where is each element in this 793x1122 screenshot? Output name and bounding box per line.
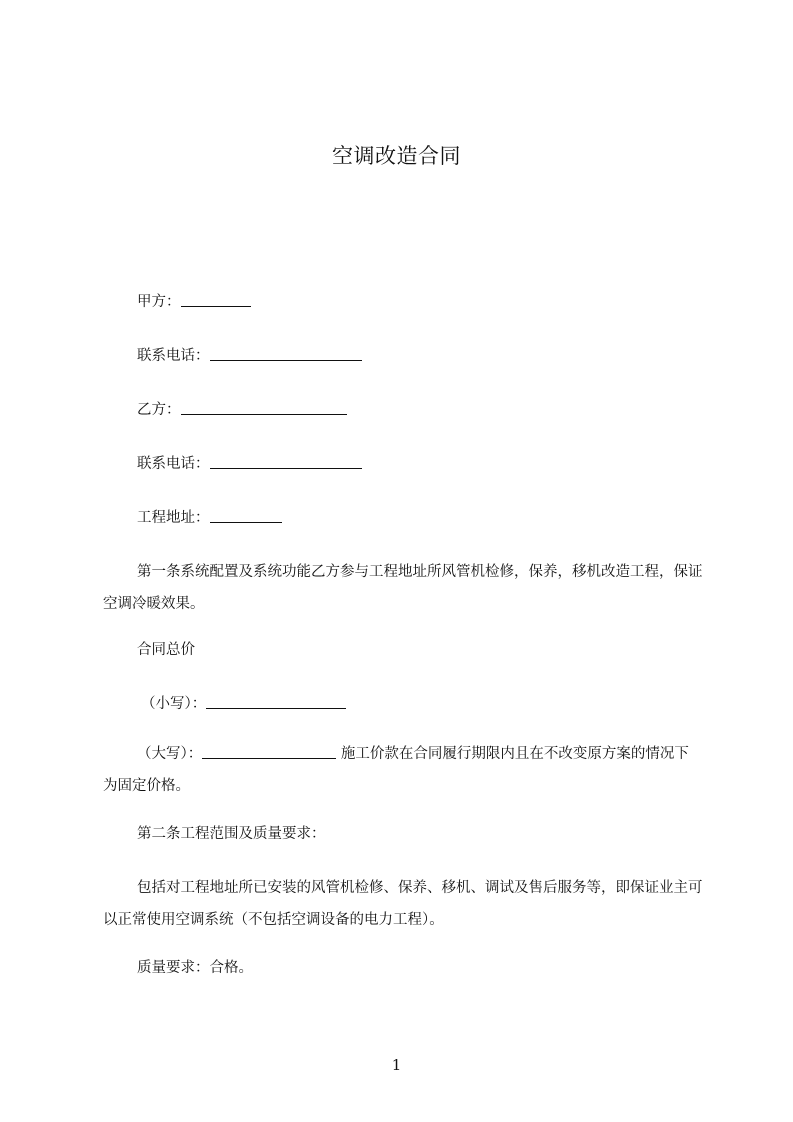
party-a-blank (181, 292, 251, 307)
price-small-label: （小写）： (141, 696, 207, 712)
article-2-scope-paragraph: 包括对工程地址所已安装的风管机检修、保养、移机、调试及售后服务等，即保证业主可以正常使用空调系统（不包括空调设备的电力工程）。 (103, 880, 703, 928)
party-b-phone-blank (210, 454, 362, 469)
total-price-heading: 合同总价 (137, 642, 195, 658)
party-b-line (137, 400, 347, 420)
article-2-heading: 第二条工程范围及质量要求： (137, 826, 326, 842)
price-small-line (141, 694, 346, 714)
project-address-label: 工程地址： (137, 510, 210, 526)
price-small-blank (206, 694, 346, 709)
price-big-paragraph (103, 738, 703, 802)
party-b-blank (181, 400, 347, 415)
page-number: 1 (391, 1056, 402, 1074)
party-b-phone-label: 联系电话： (137, 456, 210, 472)
price-big-blank (202, 744, 336, 759)
party-b-label: 乙方： (137, 402, 181, 418)
party-a-phone-label: 联系电话： (137, 348, 210, 364)
article-1-paragraph: 第一条系统配置及系统功能乙方参与工程地址所风管机检修，保养，移机改造工程，保证空调冷暖效果。 (103, 564, 703, 612)
party-a-phone-blank (210, 346, 362, 361)
party-a-line (137, 292, 251, 312)
quality-requirement: 质量要求：合格。 (137, 960, 253, 976)
price-big-label: （大写）： (137, 746, 203, 762)
project-address-line (137, 508, 282, 528)
party-b-phone-line (137, 454, 362, 474)
price-big-suffix: 施工价款在合同履行期限内且在不改变原方案的情况下为固定价格。 (103, 746, 689, 794)
party-a-label: 甲方： (137, 294, 181, 310)
party-a-phone-line (137, 346, 362, 366)
project-address-blank (210, 508, 282, 523)
document-title: 空调改造合同 (332, 144, 461, 168)
